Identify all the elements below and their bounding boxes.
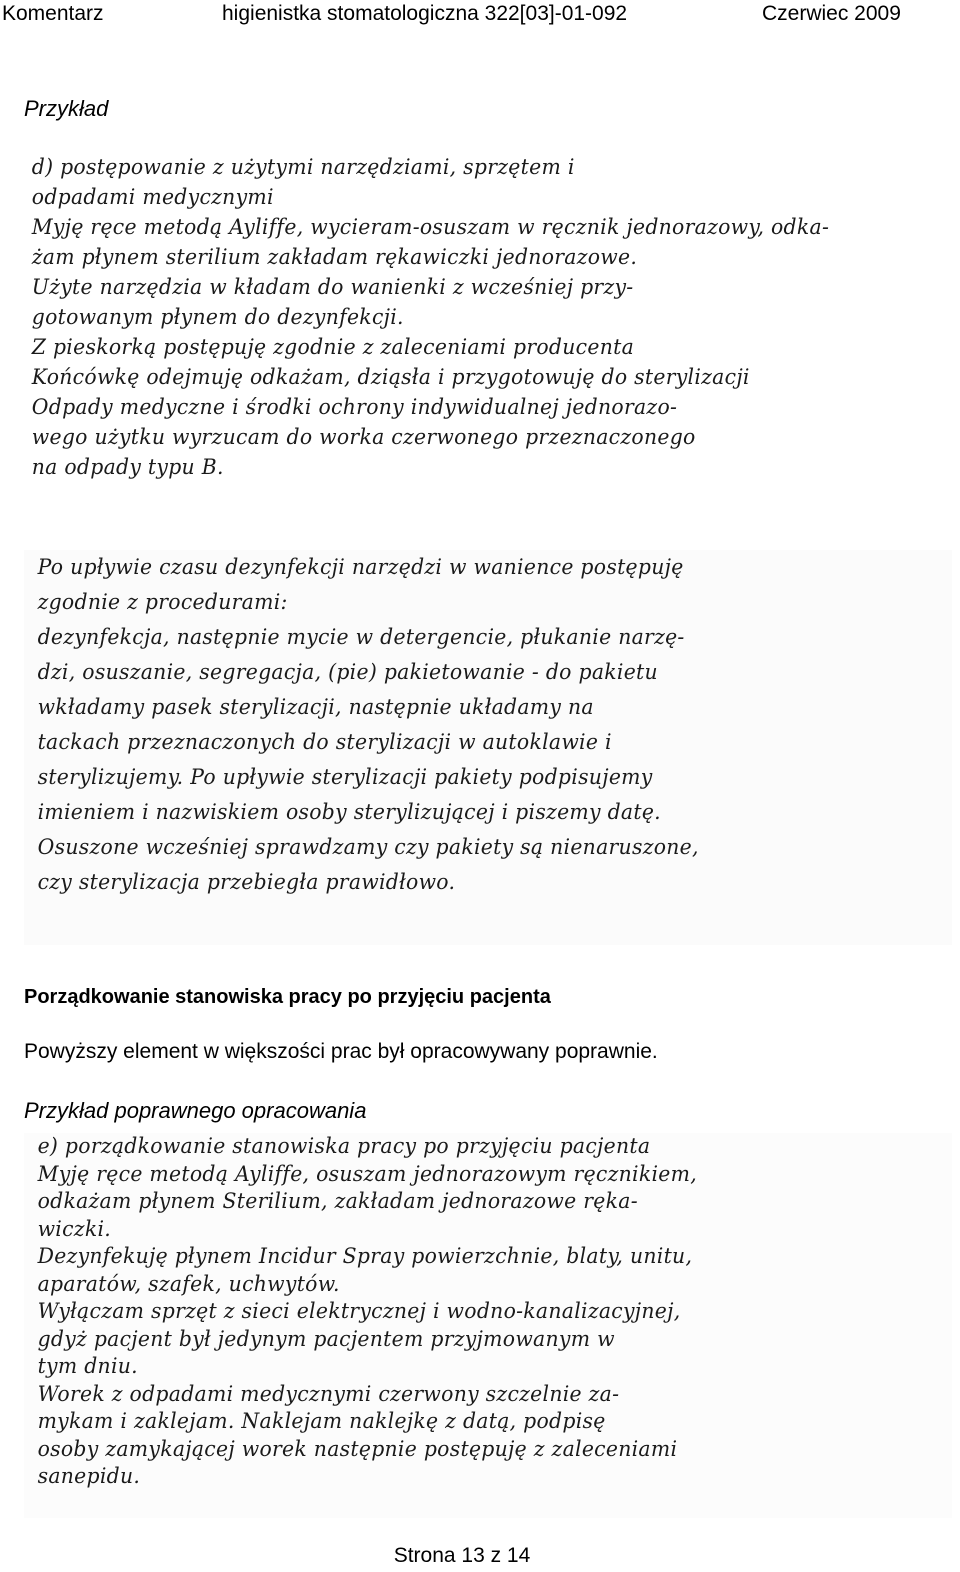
handwritten-line: Osuszone wcześniej sprawdzamy czy pakiety są nienaruszone, bbox=[37, 835, 699, 859]
handwritten-line: dezynfekcja, następnie mycie w detergencie, płukanie narzę- bbox=[37, 625, 685, 649]
handwritten-line: Po upływie czasu dezynfekcji narzędzi w wanience postępuję bbox=[37, 555, 684, 579]
handwritten-line: Worek z odpadami medycznymi czerwony szczelnie za- bbox=[37, 1381, 620, 1406]
handwritten-line: osoby zamykającej worek następnie postępuję z zaleceniami bbox=[37, 1436, 678, 1461]
page-footer: Strona 13 z 14 bbox=[393, 1544, 531, 1567]
handwritten-line: gotowanym płynem do dezynfekcji. bbox=[31, 305, 404, 329]
handwritten-line: odkażam płynem Sterilium, zakładam jednorazowe ręka- bbox=[37, 1189, 638, 1213]
handwritten-line: zgodnie z procedurami: bbox=[37, 590, 288, 614]
handwritten-line: czy sterylizacja przebiegła prawidłowo. bbox=[37, 870, 456, 894]
handwritten-line: Końcówkę odejmuję odkażam, dziąsła i przygotowuję do sterylizacji bbox=[31, 365, 750, 389]
handwritten-line: dzi, osuszanie, segregacja, (pie) pakietowanie - do pakietu bbox=[37, 660, 658, 684]
handwritten-line: Z pieskorką postępuję zgodnie z zaleceniami producenta bbox=[31, 335, 635, 359]
handwritten-line: wego użytku wyrzucam do worka czerwonego przeznaczonego bbox=[31, 425, 696, 449]
header-center-title: higienistka stomatologiczna 322[03]-01-092 bbox=[222, 2, 628, 25]
handwritten-line: sterylizujemy. Po upływie sterylizacji pakiety podpisujemy bbox=[37, 765, 653, 789]
handwritten-line: odpadami medycznymi bbox=[31, 185, 274, 209]
handwritten-line: tym dniu. bbox=[37, 1354, 138, 1378]
handwritten-line: Myję ręce metodą Ayliffe, osuszam jednorazowym ręcznikiem, bbox=[37, 1161, 698, 1186]
handwritten-line: wiczki. bbox=[37, 1216, 112, 1241]
body-text: Powyższy element w większości prac był opracowywany poprawnie. bbox=[24, 1040, 658, 1063]
handwritten-scan-a bbox=[24, 152, 952, 537]
handwritten-line: mykam i zaklejam. Naklejam naklejkę z datą, podpisę bbox=[37, 1409, 606, 1433]
example-label: Przykład bbox=[24, 96, 109, 121]
handwritten-line: Myję ręce metodą Ayliffe, wycieram-osuszam w ręcznik jednorazowy, odka- bbox=[31, 215, 830, 239]
section-title: Porządkowanie stanowiska pracy po przyjęciu pacjenta bbox=[24, 986, 551, 1008]
handwritten-line: żam płynem sterilium zakładam rękawiczki jednorazowe. bbox=[31, 245, 638, 269]
handwritten-scan-c bbox=[24, 1133, 952, 1518]
handwritten-line: e) porządkowanie stanowiska pracy po przyjęciu pacjenta bbox=[37, 1134, 651, 1158]
handwritten-line: Wyłączam sprzęt z sieci elektrycznej i wodno-kanalizacyjnej, bbox=[37, 1299, 681, 1323]
handwritten-line: aparatów, szafek, uchwytów. bbox=[37, 1271, 340, 1296]
handwritten-line: tackach przeznaczonych do sterylizacji w autoklawie i bbox=[37, 730, 612, 754]
correct-example-label: Przykład poprawnego opracowania bbox=[24, 1098, 367, 1123]
handwritten-line: d) postępowanie z użytymi narzędziami, sprzętem i bbox=[31, 155, 575, 179]
handwritten-line: Odpady medyczne i środki ochrony indywidualnej jednorazo- bbox=[31, 395, 678, 419]
header-left-title: Komentarz bbox=[2, 2, 104, 25]
handwritten-line: Użyte narzędzia w kładam do wanienki z wcześniej przy- bbox=[31, 275, 634, 299]
handwritten-line: sanepidu. bbox=[37, 1464, 141, 1488]
handwritten-scan-b bbox=[24, 550, 952, 945]
handwritten-line: na odpady typu B. bbox=[31, 455, 224, 479]
handwritten-line: imieniem i nazwiskiem osoby sterylizującej i piszemy datę. bbox=[37, 800, 661, 824]
handwritten-line: wkładamy pasek sterylizacji, następnie układamy na bbox=[37, 695, 594, 719]
header-date: Czerwiec 2009 bbox=[762, 2, 901, 25]
handwritten-line: Dezynfekuję płynem Incidur Spray powierzchnie, blaty, unitu, bbox=[37, 1244, 693, 1268]
handwritten-line: gdyż pacjent był jedynym pacjentem przyjmowanym w bbox=[37, 1326, 615, 1351]
